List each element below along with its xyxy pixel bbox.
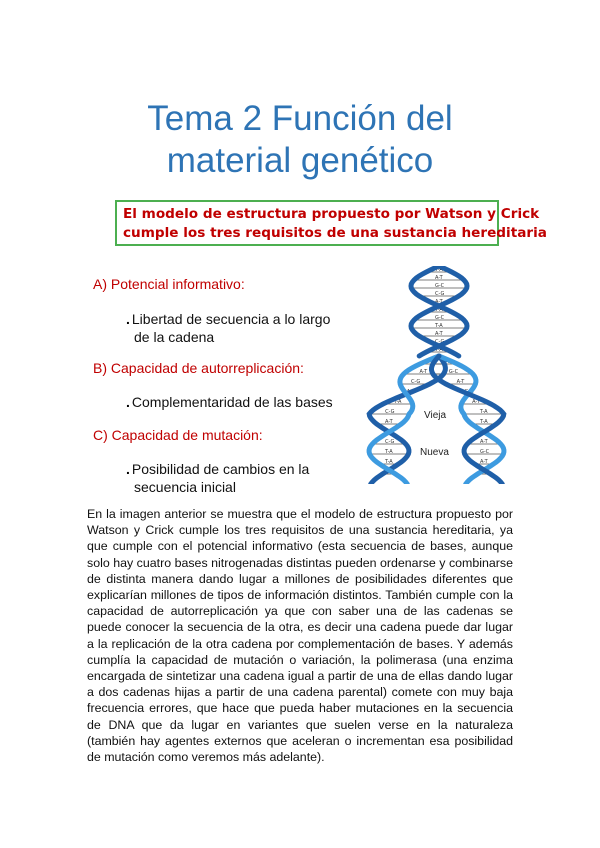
base-letter: A-T <box>435 331 443 337</box>
dna-replication-diagram <box>354 266 514 484</box>
base-letter: T-A <box>441 359 449 365</box>
requirement-a-detail-text-1: Libertad de secuencia a lo largo <box>131 311 331 327</box>
base-letter: G-C <box>480 429 490 435</box>
title-line-2: material genético <box>166 141 434 180</box>
page-title <box>0 98 600 182</box>
requirement-c-detail-line-1 <box>126 460 309 478</box>
base-letter: A-T <box>472 399 480 405</box>
base-letter: C-G <box>435 291 445 297</box>
highlight-line-1: El modelo de estructura propuesto por Watson y Crick <box>123 206 540 222</box>
base-letter: T-A <box>480 419 488 425</box>
base-letter: T-A <box>402 389 411 395</box>
base-letter: C-G <box>385 469 395 475</box>
label-old-strand: Vieja <box>424 410 447 421</box>
base-letter: A-T <box>435 275 443 281</box>
requirement-c-detail <box>126 460 309 496</box>
label-new-strand: Nueva <box>420 447 449 458</box>
requirement-a-detail <box>126 310 330 346</box>
base-letter: C-G <box>435 339 445 345</box>
base-letter: T-A <box>435 307 443 313</box>
base-letter: T-A <box>479 409 488 415</box>
base-letter: G-C <box>480 449 490 455</box>
base-letter: T-A <box>385 459 393 465</box>
requirement-c-detail-line-2: secuencia inicial <box>134 479 236 495</box>
base-letter: A-T <box>480 459 488 465</box>
explanation-paragraph: En la imagen anterior se muestra que el modelo de estructura propuesto por Watson y Crick cumple los tres requisitos de una sustancia hereditaria, ya que cumple con el potencial informativo (esta secuencia de bases, aunque solo hay cuatro bases nitrogenadas distintas pueden ordenarse y combinarse de distinta manera dando lugar a millones de posibilidades diferentes que explicarían millones de tipos de información distintos. También cumple con la capacidad de autorreplicación ya que con saber una de las cadenas se puede conocer la secuencia de la otra, es decir una cadena puede dar lugar a la replicación de la otra cadena por complementación de bases. Y además cumplía la capacidad de mutación o variación, la polimerasa (una enzima encargada de sintetizar una cadena igual a partir de una de ellas dando lugar a dos cadenas hijas a partir de una cadena parental) comete con muy baja frecuencia errores, que hace que pueda haber mutaciones en la secuencia de DNA que da lugar en variantes que suelen verse en la naturaleza (también hay agentes externos que aceleran o incrementan esa posibilidad de mutación como veremos más adelante). <box>87 507 513 765</box>
requirement-b-detail-text-1: Complementaridad de las bases <box>131 394 333 410</box>
base-letter: A-T <box>428 359 436 365</box>
base-letter: A-T <box>456 379 465 385</box>
base-letter: T-A <box>435 267 443 273</box>
base-letter: A-T <box>419 369 428 375</box>
bullet-dot-icon: . <box>126 394 130 410</box>
base-letter: G-C <box>448 369 459 375</box>
bullet-dot-icon: . <box>126 311 130 327</box>
requirement-a-detail-line-1 <box>126 310 330 328</box>
base-letter: A-T <box>385 419 393 425</box>
base-letter: T-A <box>393 399 402 405</box>
highlight-line-2: cumple los tres requisitos de una sustancia hereditaria <box>123 225 547 241</box>
base-letter: A-T <box>480 439 488 445</box>
base-letter: C-G <box>385 409 395 415</box>
base-letter: G-C <box>435 315 445 321</box>
requirement-c-heading: C) Capacidad de mutación: <box>93 427 263 443</box>
title-line-1: Tema 2 Función del <box>147 99 453 138</box>
base-letter: A-T <box>385 429 393 435</box>
base-pair-rungs <box>369 267 504 475</box>
base-letter: T-A <box>385 449 393 455</box>
base-letter: G-C <box>464 389 474 395</box>
bullet-dot-icon: . <box>126 461 130 477</box>
requirement-a-detail-line-2: de la cadena <box>134 329 215 345</box>
requirement-a-heading: A) Potencial informativo: <box>93 276 245 292</box>
base-letter: T-A <box>480 469 488 475</box>
base-letter: C-G <box>385 439 395 445</box>
requirement-b-detail <box>126 393 333 411</box>
requirement-b-detail-line-1 <box>126 393 333 411</box>
base-letter: C-G <box>410 379 421 385</box>
highlight-box <box>115 200 547 246</box>
requirement-b-heading: B) Capacidad de autorreplicación: <box>93 360 304 376</box>
base-letter: T-A <box>435 323 443 329</box>
base-letter: A-T <box>435 299 443 305</box>
base-letter: T-A <box>435 347 443 353</box>
requirement-c-detail-text-1: Posibilidad de cambios en la <box>131 461 310 477</box>
base-letter: G-C <box>435 283 445 289</box>
